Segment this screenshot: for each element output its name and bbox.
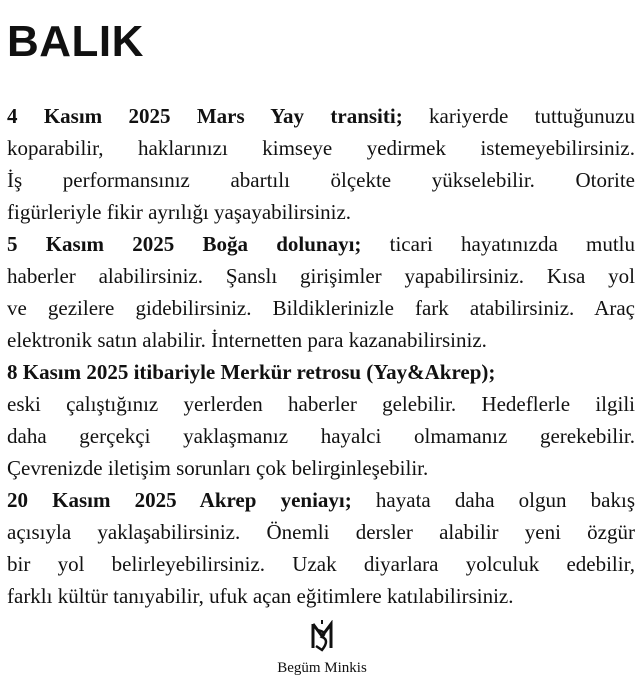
text-line: haberler alabilirsiniz. Şanslı girişimler yapabilirsiniz. Kısa yol	[7, 264, 635, 288]
paragraph-mercury-retro	[7, 356, 635, 484]
text-line: 4 Kasım 2025 Mars Yay transiti; kariyerde tuttuğunuzu	[7, 104, 636, 128]
text-line: elektronik satın alabilir. İnternetten para kazanabilirsiniz.	[7, 328, 487, 352]
page-title: BALIK	[7, 17, 144, 66]
event-heading: 4 Kasım 2025 Mars Yay transiti;	[7, 104, 403, 128]
text-line: koparabilir, haklarınızı kimseye yedirmek istemeyebilirsiniz.	[7, 136, 635, 160]
text-line: İş performansınız abartılı ölçekte yükselebilir. Otorite	[7, 168, 635, 192]
text-line: farklı kültür tanıyabilir, ufuk açan eğitimlere katılabilirsiniz.	[7, 584, 514, 608]
signature	[0, 620, 644, 677]
bm-monogram-logo-icon	[310, 620, 334, 654]
text-line	[7, 356, 635, 388]
event-heading: 20 Kasım 2025 Akrep yeniayı;	[7, 488, 352, 512]
text-line: Çevrenizde iletişim sorunları çok belirginleşebilir.	[7, 456, 429, 480]
author-name: Begüm Minkis	[277, 660, 367, 676]
text-line: eski çalıştığınız yerlerden haberler gelebilir. Hedeflerle ilgili	[7, 392, 635, 416]
text-line: bir yol belirleyebilirsiniz. Uzak diyarlara yolculuk edebilir,	[7, 552, 635, 576]
text-line: figürleriyle fikir ayrılığı yaşayabilirsiniz.	[7, 200, 352, 224]
text-line: 20 Kasım 2025 Akrep yeniayı; hayata daha olgun bakış	[7, 488, 635, 512]
paragraph-new-moon	[7, 484, 635, 612]
event-heading: 5 Kasım 2025 Boğa dolunayı;	[7, 232, 362, 256]
paragraph-mars-transit	[7, 100, 635, 228]
text-line: 5 Kasım 2025 Boğa dolunayı; ticari hayatınızda mutlu	[7, 232, 635, 256]
paragraph-full-moon	[7, 228, 635, 356]
text-line: açısıyla yaklaşabilirsiniz. Önemli dersler alabilir yeni özgür	[7, 520, 635, 544]
text-line: ve gezilere gidebilirsiniz. Bildiklerinizle fark atabilirsiniz. Araç	[7, 296, 635, 320]
event-heading: 8 Kasım 2025 itibariyle Merkür retrosu (Yay&Akrep);	[7, 360, 496, 384]
horoscope-body	[7, 100, 635, 612]
text-line: daha gerçekçi yaklaşmanız hayalci olmamanız gerekebilir.	[7, 424, 635, 448]
